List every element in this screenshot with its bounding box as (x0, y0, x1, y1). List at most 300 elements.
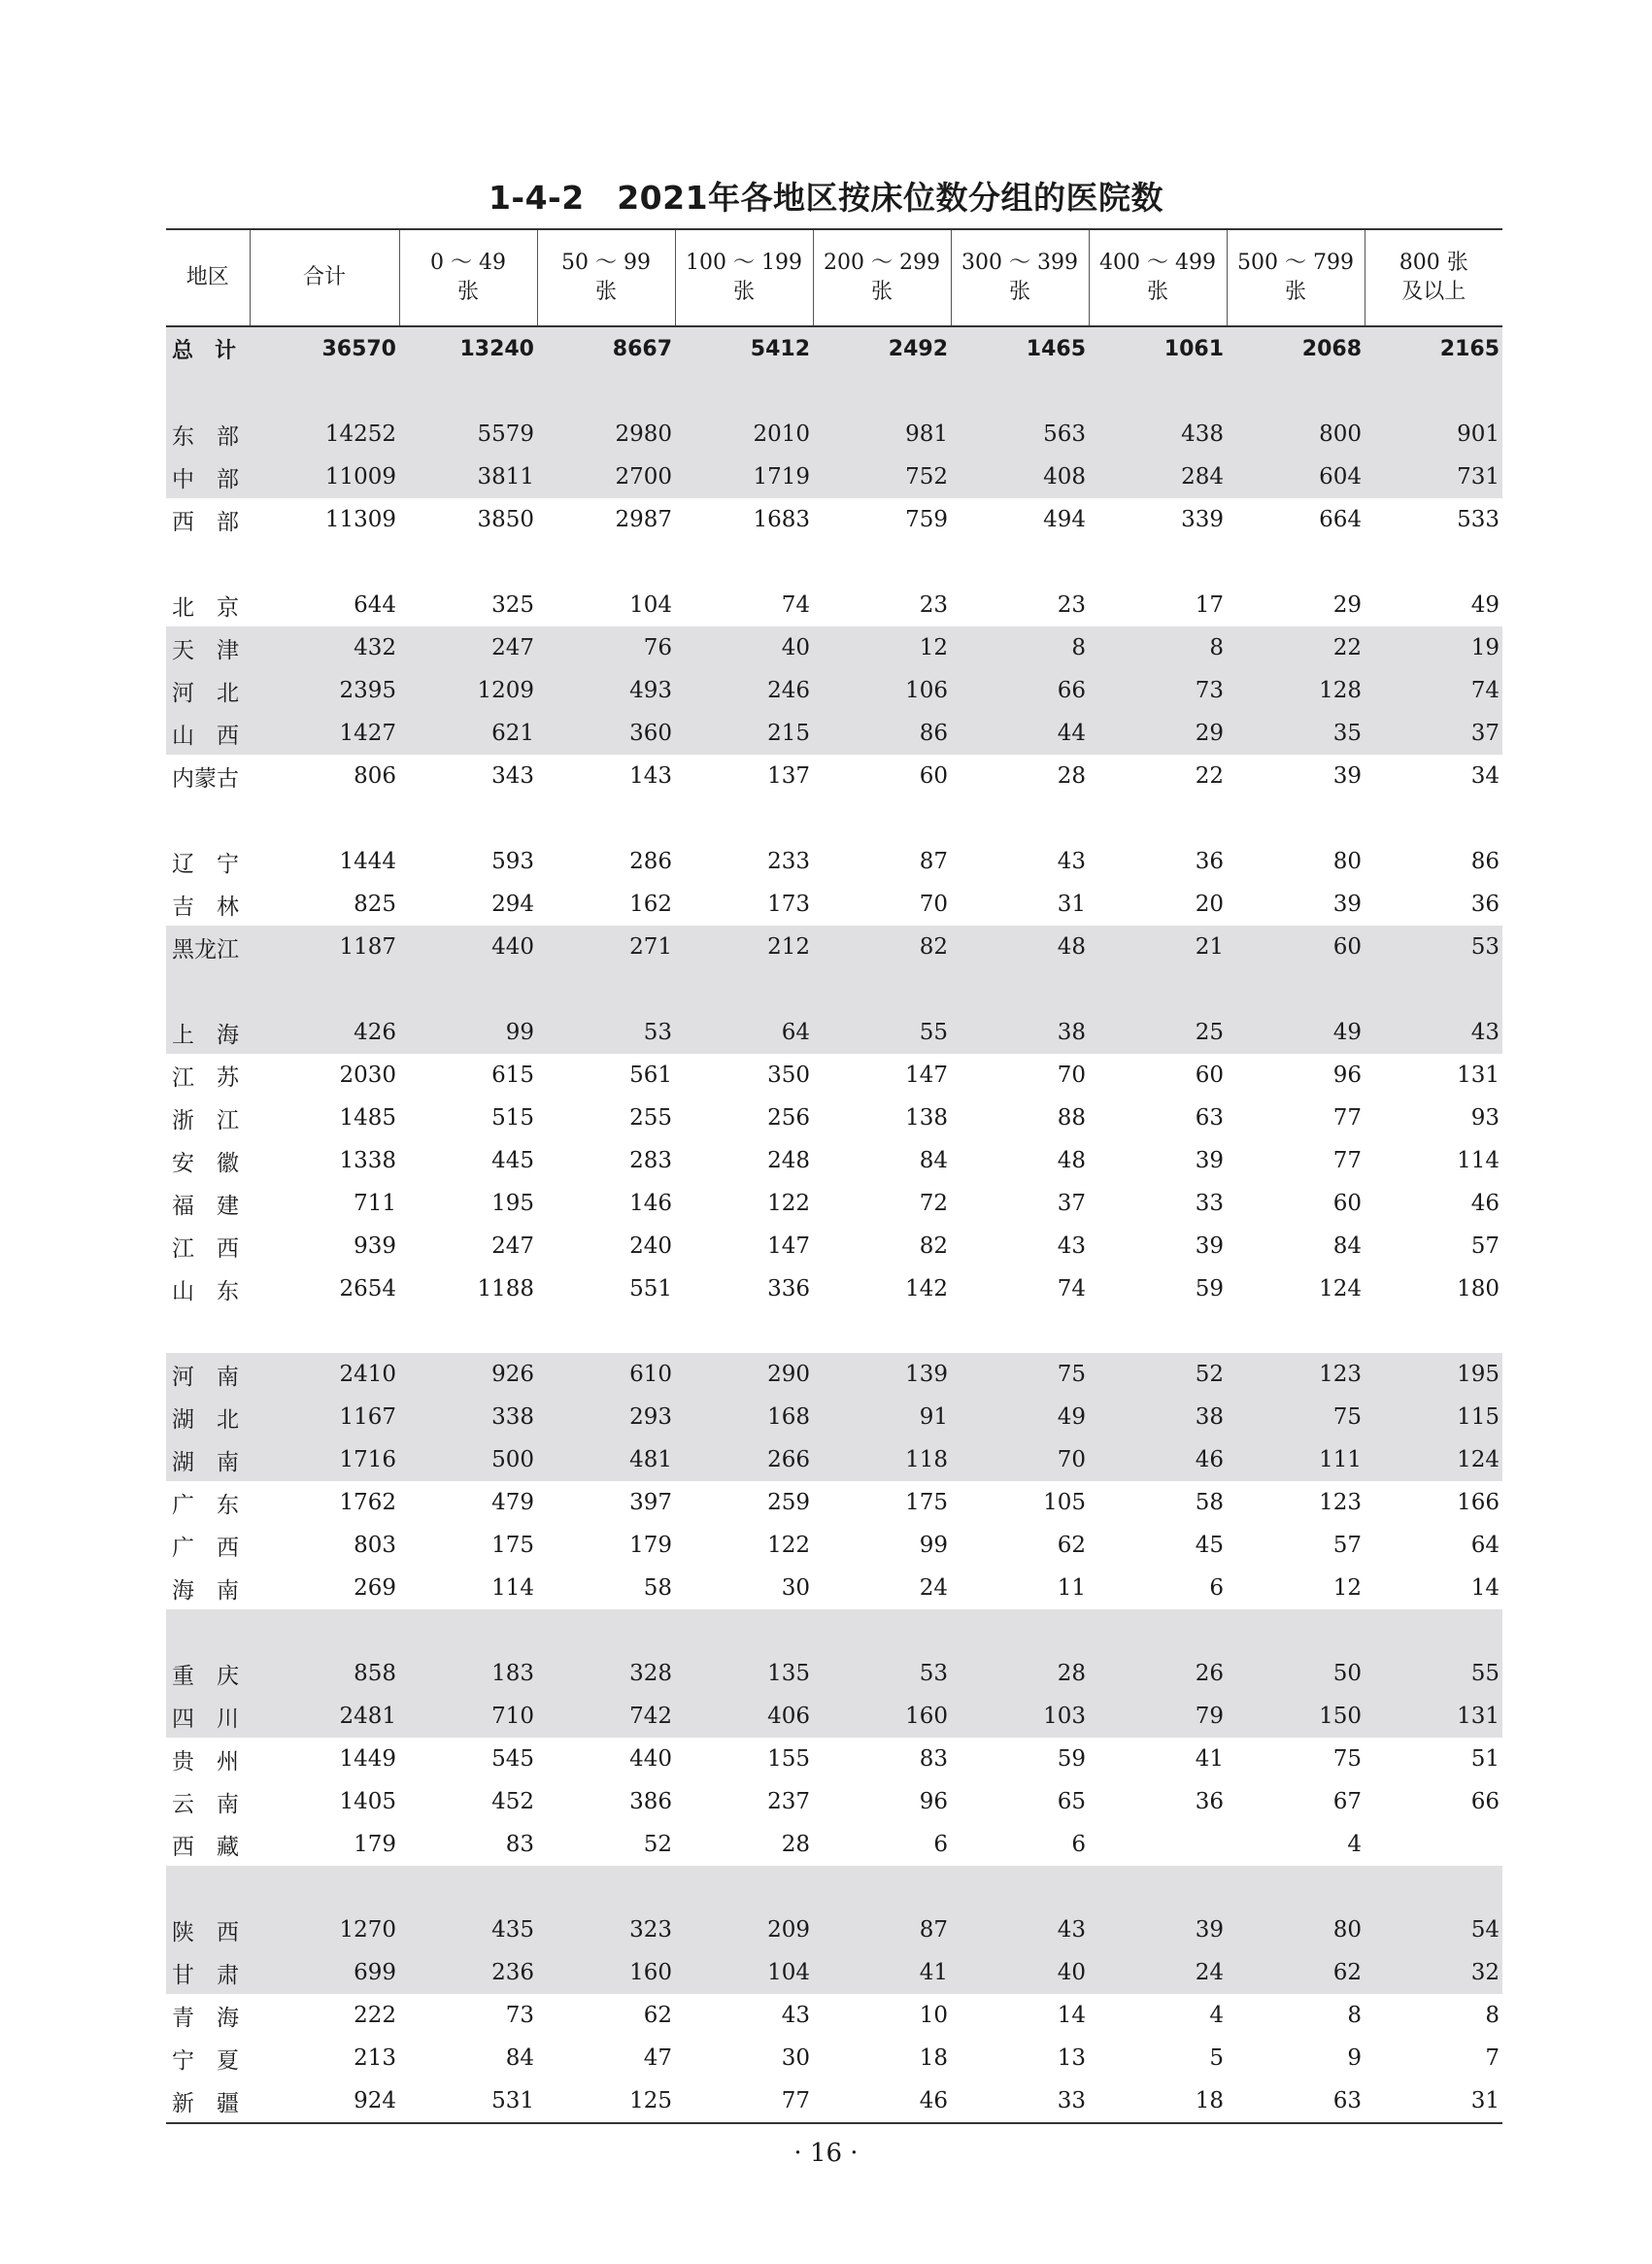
spacer-cell (537, 797, 675, 840)
spacer-cell (1365, 370, 1502, 413)
value-cell: 131 (1457, 1063, 1500, 1088)
value-cell: 328 (537, 1652, 675, 1695)
value-cell: 18 (919, 2045, 948, 2071)
value-cell: 73 (505, 2003, 534, 2028)
value-cell: 49 (1227, 1011, 1365, 1054)
value-cell: 806 (354, 763, 396, 789)
value-cell: 84 (919, 1148, 948, 1173)
region-cell: 湖 南 (166, 1438, 250, 1481)
table-row (166, 1225, 1502, 1267)
spacer-cell (675, 370, 813, 413)
spacer-cell (166, 1866, 250, 1909)
table-row (166, 2079, 1502, 2123)
value-cell: 1167 (250, 1396, 399, 1438)
spacer-cell (1365, 1866, 1502, 1909)
value-cell: 139 (813, 1353, 951, 1396)
value-cell: 2410 (250, 1353, 399, 1396)
region-cell: 甘 肃 (166, 1951, 250, 1994)
value-cell: 293 (537, 1396, 675, 1438)
value-cell: 45 (1195, 1533, 1224, 1558)
value-cell: 8 (1485, 2003, 1500, 2028)
page-title: 1-4-2 2021年各地区按床位数分组的医院数 (488, 179, 1164, 217)
value-cell: 28 (781, 1832, 810, 1857)
value-cell: 46 (1470, 1191, 1500, 1216)
value-cell: 350 (767, 1063, 810, 1088)
region-cell: 吉 林 (172, 894, 239, 920)
value-cell: 160 (537, 1951, 675, 1994)
header-cell: 400 ～ 499 张 (1089, 229, 1227, 326)
region-cell: 广 东 (172, 1492, 239, 1518)
value-cell: 143 (629, 763, 672, 789)
value-cell: 515 (491, 1105, 534, 1131)
region-cell: 海 南 (172, 1577, 239, 1604)
value-cell: 500 (399, 1438, 537, 1481)
value-cell: 699 (250, 1951, 399, 1994)
table-row (166, 1823, 1502, 1866)
value-cell: 166 (1457, 1490, 1500, 1515)
spacer-cell (1227, 797, 1365, 840)
spacer-cell (813, 1609, 951, 1652)
table-row (166, 626, 1502, 669)
value-cell: 563 (951, 413, 1089, 456)
value-cell: 338 (399, 1396, 537, 1438)
spacer-cell (1227, 968, 1365, 1011)
region-cell: 总 计 (166, 326, 250, 370)
value-cell: 2010 (675, 413, 813, 456)
table-row (166, 883, 1502, 926)
value-cell: 86 (813, 712, 951, 755)
table-row (166, 1481, 1502, 1524)
value-cell: 2068 (1227, 326, 1365, 370)
value-cell: 247 (399, 626, 537, 669)
value-cell: 11009 (250, 456, 399, 498)
value-cell: 70 (1057, 1063, 1086, 1088)
page-number: · 16 · (793, 2139, 859, 2168)
spacer-cell (675, 968, 813, 1011)
value-cell: 2492 (813, 326, 951, 370)
value-cell: 33 (951, 2079, 1089, 2123)
value-cell: 31 (1365, 2079, 1502, 2123)
value-cell: 84 (1332, 1233, 1362, 1259)
table-row (166, 712, 1502, 755)
region-cell: 东 部 (166, 413, 250, 456)
region-cell: 陕 西 (166, 1909, 250, 1951)
spacer-cell (250, 1310, 399, 1353)
spacer-row (166, 968, 1502, 1011)
value-cell: 53 (813, 1652, 951, 1695)
value-cell: 5579 (399, 413, 537, 456)
spacer-cell (951, 968, 1089, 1011)
value-cell: 195 (1365, 1353, 1502, 1396)
table-row (166, 413, 1502, 456)
spacer-row (166, 1866, 1502, 1909)
value-cell: 711 (354, 1191, 396, 1216)
value-cell: 286 (629, 849, 672, 874)
value-cell: 237 (767, 1789, 810, 1814)
value-cell: 36570 (250, 326, 399, 370)
spacer-cell (399, 968, 537, 1011)
value-cell: 284 (1089, 456, 1227, 498)
value-cell: 49 (951, 1396, 1089, 1438)
value-cell: 195 (491, 1191, 534, 1216)
table-row (166, 1396, 1502, 1438)
value-cell: 11309 (324, 507, 396, 532)
value-cell: 17 (1195, 592, 1224, 618)
value-cell: 175 (491, 1533, 534, 1558)
value-cell: 77 (1332, 1148, 1362, 1173)
value-cell: 759 (905, 507, 948, 532)
value-cell: 901 (1365, 413, 1502, 456)
value-cell: 256 (767, 1105, 810, 1131)
value-cell: 6 (933, 1832, 948, 1857)
value-cell: 4 (1209, 2003, 1224, 2028)
value-cell: 74 (1365, 669, 1502, 712)
value-cell: 60 (1195, 1063, 1224, 1088)
value-cell: 103 (951, 1695, 1089, 1738)
region-cell: 四 川 (166, 1695, 250, 1738)
value-cell: 75 (1332, 1746, 1362, 1772)
value-cell: 59 (1057, 1746, 1086, 1772)
table-row (166, 1139, 1502, 1182)
value-cell: 8667 (537, 326, 675, 370)
value-cell: 55 (813, 1011, 951, 1054)
spacer-row (166, 541, 1502, 584)
spacer-cell (1365, 1609, 1502, 1652)
region-cell: 辽 宁 (172, 851, 239, 877)
value-cell: 70 (951, 1438, 1089, 1481)
value-cell: 124 (1365, 1438, 1502, 1481)
value-cell: 63 (1227, 2079, 1365, 2123)
value-cell: 1209 (399, 669, 537, 712)
value-cell: 38 (951, 1011, 1089, 1054)
table-row (166, 1267, 1502, 1310)
spacer-cell (399, 541, 537, 584)
value-cell: 135 (675, 1652, 813, 1695)
value-cell (1365, 1823, 1502, 1866)
value-cell: 323 (537, 1909, 675, 1951)
value-cell: 803 (354, 1533, 396, 1558)
value-cell: 452 (491, 1789, 534, 1814)
value-cell: 99 (919, 1533, 948, 1558)
spacer-cell (1365, 797, 1502, 840)
value-cell: 493 (537, 669, 675, 712)
value-cell: 752 (813, 456, 951, 498)
table-row (166, 1695, 1502, 1738)
value-cell: 2980 (537, 413, 675, 456)
spacer-cell (951, 1609, 1089, 1652)
spacer-cell (1089, 1866, 1227, 1909)
spacer-cell (1365, 968, 1502, 1011)
region-cell: 湖 北 (166, 1396, 250, 1438)
region-cell: 江 苏 (172, 1064, 239, 1091)
value-cell: 533 (1457, 507, 1500, 532)
value-cell: 118 (813, 1438, 951, 1481)
spacer-cell (537, 541, 675, 584)
value-cell: 1449 (339, 1746, 396, 1772)
value-cell: 215 (675, 712, 813, 755)
value-cell: 47 (643, 2045, 672, 2071)
value-cell: 104 (629, 592, 672, 618)
spacer-cell (166, 541, 250, 584)
table-row (166, 584, 1502, 626)
value-cell: 386 (629, 1789, 672, 1814)
value-cell: 255 (629, 1105, 672, 1131)
value-cell: 131 (1365, 1695, 1502, 1738)
value-cell: 14252 (250, 413, 399, 456)
region-cell: 新 疆 (166, 2079, 250, 2123)
value-cell: 44 (951, 712, 1089, 755)
value-cell: 80 (1227, 1909, 1365, 1951)
spacer-cell (1227, 1310, 1365, 1353)
value-cell: 21 (1089, 926, 1227, 968)
value-cell: 79 (1089, 1695, 1227, 1738)
value-cell: 38 (1089, 1396, 1227, 1438)
value-cell: 29 (1089, 712, 1227, 755)
spacer-cell (813, 1310, 951, 1353)
value-cell: 99 (399, 1011, 537, 1054)
value-cell: 2654 (339, 1276, 396, 1301)
value-cell: 25 (1089, 1011, 1227, 1054)
table-row (166, 456, 1502, 498)
table-row (166, 1652, 1502, 1695)
value-cell: 111 (1227, 1438, 1365, 1481)
value-cell: 52 (643, 1832, 672, 1857)
value-cell: 924 (250, 2079, 399, 2123)
table-row (166, 1097, 1502, 1139)
value-cell: 62 (1057, 1533, 1086, 1558)
header-cell: 0 ～ 49 张 (399, 229, 537, 326)
region-cell: 天 津 (166, 626, 250, 669)
value-cell: 22 (1227, 626, 1365, 669)
header-cell: 200 ～ 299 张 (813, 229, 951, 326)
value-cell: 1188 (477, 1276, 534, 1301)
value-cell: 5412 (675, 326, 813, 370)
value-cell: 43 (951, 1909, 1089, 1951)
spacer-cell (1089, 1310, 1227, 1353)
value-cell: 58 (1195, 1490, 1224, 1515)
value-cell: 858 (250, 1652, 399, 1695)
region-cell: 山 东 (172, 1278, 239, 1304)
value-cell: 213 (354, 2045, 396, 2071)
value-cell: 800 (1227, 413, 1365, 456)
value-cell: 343 (491, 763, 534, 789)
header-cell: 合计 (250, 229, 399, 326)
value-cell: 86 (1470, 849, 1500, 874)
value-cell: 66 (1470, 1789, 1500, 1814)
spacer-cell (1227, 541, 1365, 584)
value-cell: 610 (537, 1353, 675, 1396)
value-cell: 96 (1332, 1063, 1362, 1088)
value-cell: 105 (1043, 1490, 1086, 1515)
value-cell: 41 (1195, 1746, 1224, 1772)
value-cell: 1427 (250, 712, 399, 755)
table-row (166, 1524, 1502, 1567)
value-cell: 138 (905, 1105, 948, 1131)
value-cell: 36 (1470, 892, 1500, 917)
spacer-cell (537, 968, 675, 1011)
value-cell: 147 (905, 1063, 948, 1088)
value-cell: 62 (643, 2003, 672, 2028)
table-row (166, 1909, 1502, 1951)
value-cell: 67 (1332, 1789, 1362, 1814)
value-cell: 432 (250, 626, 399, 669)
value-cell: 325 (491, 592, 534, 618)
region-cell: 河 北 (166, 669, 250, 712)
value-cell: 13240 (399, 326, 537, 370)
value-cell: 88 (1057, 1105, 1086, 1131)
value-cell: 247 (491, 1233, 534, 1259)
value-cell: 1762 (339, 1490, 396, 1515)
spacer-cell (675, 797, 813, 840)
spacer-cell (250, 541, 399, 584)
value-cell: 150 (1227, 1695, 1365, 1738)
spacer-cell (537, 1866, 675, 1909)
spacer-cell (399, 797, 537, 840)
table-row (166, 1438, 1502, 1481)
value-cell: 10 (919, 2003, 948, 2028)
value-cell: 981 (813, 413, 951, 456)
spacer-cell (166, 370, 250, 413)
table-row (166, 1054, 1502, 1097)
value-cell: 23 (1057, 592, 1086, 618)
value-cell: 1485 (339, 1105, 396, 1131)
value-cell: 93 (1470, 1105, 1500, 1131)
value-cell: 33 (1195, 1191, 1224, 1216)
total-row (166, 326, 1502, 370)
spacer-cell (951, 1866, 1089, 1909)
value-cell: 37 (1365, 712, 1502, 755)
table-row (166, 1567, 1502, 1609)
value-cell: 70 (919, 892, 948, 917)
value-cell: 51 (1470, 1746, 1500, 1772)
value-cell: 1338 (339, 1148, 396, 1173)
spacer-cell (1089, 541, 1227, 584)
value-cell: 2481 (250, 1695, 399, 1738)
value-cell: 84 (505, 2045, 534, 2071)
value-cell: 82 (813, 926, 951, 968)
value-cell: 40 (675, 626, 813, 669)
value-cell: 6 (1209, 1575, 1224, 1601)
spacer-row (166, 797, 1502, 840)
value-cell: 36 (1195, 1789, 1224, 1814)
value-cell: 146 (629, 1191, 672, 1216)
value-cell: 440 (399, 926, 537, 968)
spacer-cell (399, 1866, 537, 1909)
value-cell: 621 (399, 712, 537, 755)
region-cell: 安 徽 (172, 1150, 239, 1176)
spacer-cell (250, 1866, 399, 1909)
value-cell: 59 (1195, 1276, 1224, 1301)
value-cell: 28 (951, 1652, 1089, 1695)
value-cell: 8 (1347, 2003, 1362, 2028)
value-cell: 83 (919, 1746, 948, 1772)
value-cell: 175 (905, 1490, 948, 1515)
value-cell: 12 (813, 626, 951, 669)
spacer-cell (951, 541, 1089, 584)
value-cell: 123 (1227, 1353, 1365, 1396)
value-cell: 408 (951, 456, 1089, 498)
spacer-cell (951, 1310, 1089, 1353)
value-cell: 43 (1057, 1233, 1086, 1259)
value-cell: 248 (767, 1148, 810, 1173)
value-cell: 593 (491, 849, 534, 874)
table-body (166, 326, 1502, 2123)
value-cell: 104 (675, 1951, 813, 1994)
value-cell: 731 (1365, 456, 1502, 498)
spacer-cell (1365, 541, 1502, 584)
value-cell: 58 (643, 1575, 672, 1601)
value-cell: 8 (951, 626, 1089, 669)
spacer-cell (166, 968, 250, 1011)
value-cell: 60 (1332, 1191, 1362, 1216)
region-cell: 重 庆 (166, 1652, 250, 1695)
spacer-cell (399, 1310, 537, 1353)
spacer-cell (537, 1609, 675, 1652)
value-cell: 1187 (250, 926, 399, 968)
header-cell: 100 ～ 199 张 (675, 229, 813, 326)
region-cell: 江 西 (172, 1235, 239, 1262)
value-cell: 52 (1089, 1353, 1227, 1396)
value-cell: 7 (1485, 2045, 1500, 2071)
header-cell: 800 张 及以上 (1365, 229, 1502, 326)
value-cell: 115 (1365, 1396, 1502, 1438)
value-cell: 236 (399, 1951, 537, 1994)
region-cell: 黑龙江 (166, 926, 250, 968)
value-cell: 2700 (537, 456, 675, 498)
value-cell: 615 (491, 1063, 534, 1088)
value-cell: 122 (767, 1533, 810, 1558)
table-row (166, 2037, 1502, 2079)
spacer-cell (537, 1310, 675, 1353)
value-cell: 1465 (951, 326, 1089, 370)
value-cell: 77 (675, 2079, 813, 2123)
value-cell: 48 (951, 926, 1089, 968)
value-cell: 1444 (339, 849, 396, 874)
value-cell: 3850 (477, 507, 534, 532)
value-cell: 1716 (250, 1438, 399, 1481)
table-row (166, 840, 1502, 883)
value-cell: 233 (767, 849, 810, 874)
header-cell: 50 ～ 99 张 (537, 229, 675, 326)
value-cell: 18 (1089, 2079, 1227, 2123)
value-cell: 426 (250, 1011, 399, 1054)
value-cell: 74 (1057, 1276, 1086, 1301)
value-cell: 34 (1470, 763, 1500, 789)
region-cell: 上 海 (166, 1011, 250, 1054)
value-cell: 742 (537, 1695, 675, 1738)
value-cell: 162 (629, 892, 672, 917)
value-cell: 39 (1332, 763, 1362, 789)
header-cell: 地区 (166, 229, 250, 326)
value-cell: 1405 (339, 1789, 396, 1814)
value-cell: 23 (919, 592, 948, 618)
spacer-cell (951, 797, 1089, 840)
value-cell: 179 (354, 1832, 396, 1857)
spacer-cell (250, 797, 399, 840)
value-cell: 179 (629, 1533, 672, 1558)
value-cell: 155 (767, 1746, 810, 1772)
spacer-cell (1089, 1609, 1227, 1652)
value-cell: 5 (1209, 2045, 1224, 2071)
value-cell: 2165 (1365, 326, 1502, 370)
value-cell: 73 (1089, 669, 1227, 712)
value-cell: 53 (1365, 926, 1502, 968)
value-cell: 269 (354, 1575, 396, 1601)
spacer-cell (399, 1609, 537, 1652)
value-cell: 481 (537, 1438, 675, 1481)
value-cell: 74 (781, 592, 810, 618)
value-cell: 222 (354, 2003, 396, 2028)
